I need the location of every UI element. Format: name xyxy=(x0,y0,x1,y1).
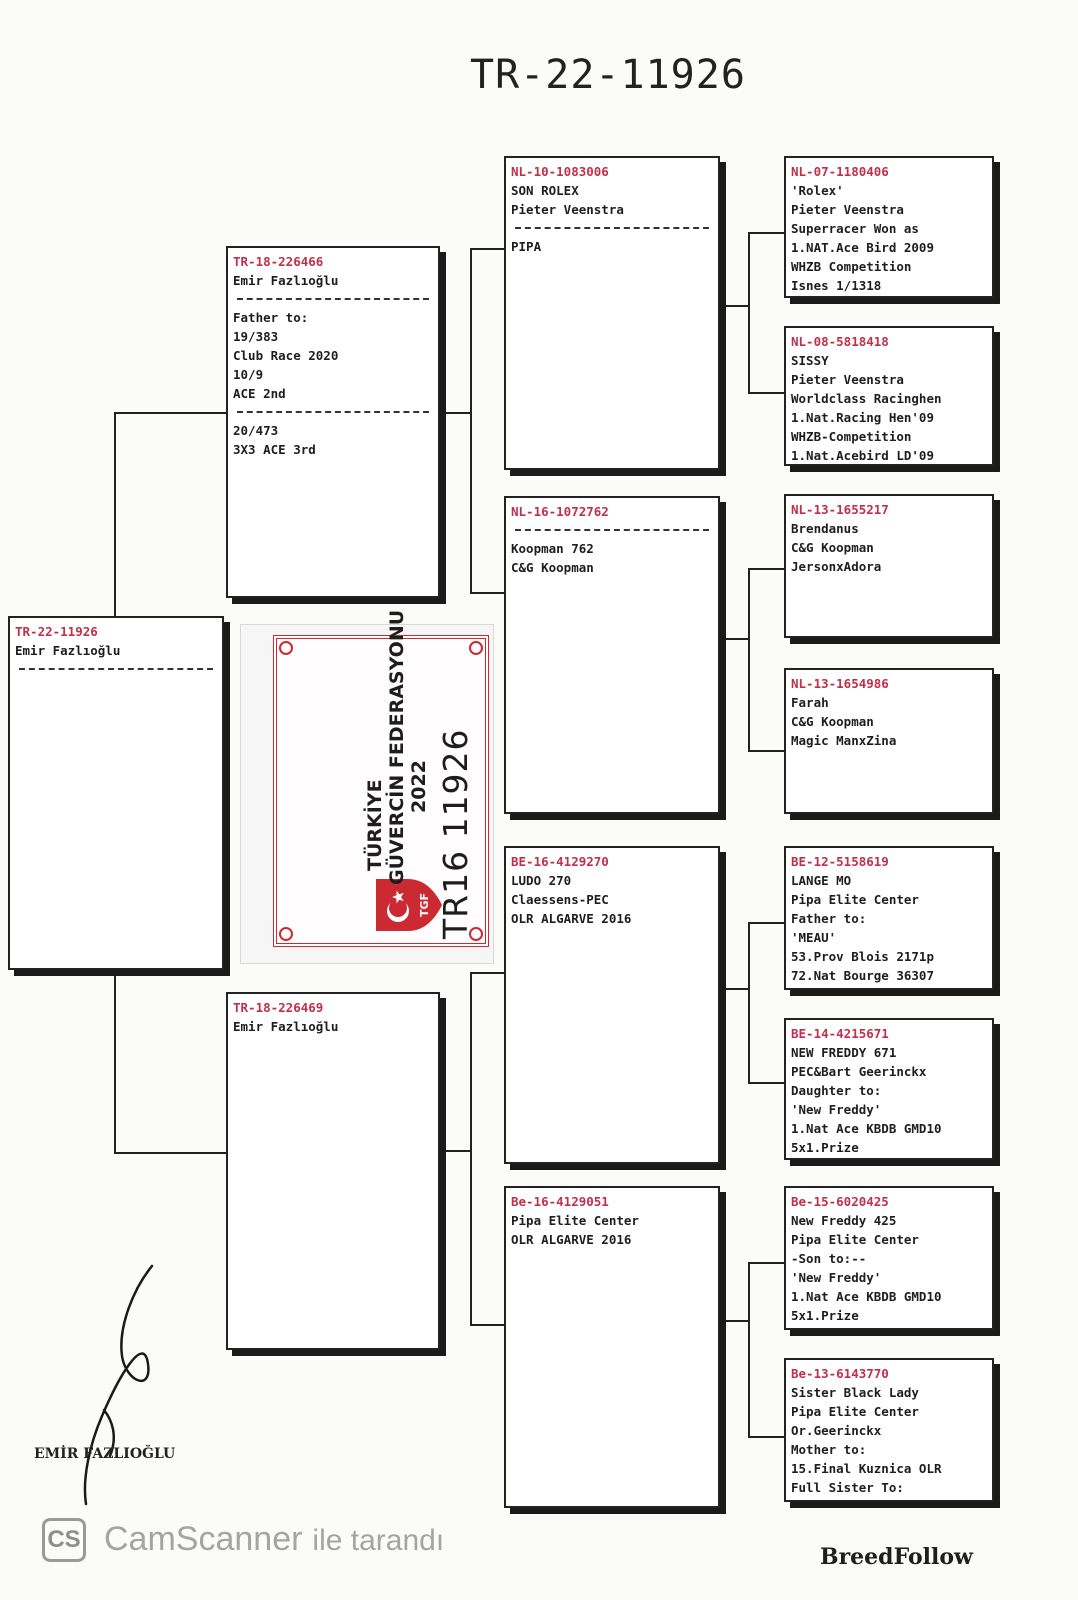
pedigree-box-ggp-3 xyxy=(784,494,994,638)
ring-number: NL-10-1083006 xyxy=(511,164,609,179)
federation-name-line2: GÜVERCİN FEDERASYONU xyxy=(386,609,408,885)
camscanner-suffix: ile tarandı xyxy=(312,1524,445,1557)
connector-g2-fork xyxy=(748,568,786,752)
info-line: 'MEAU' xyxy=(791,930,837,945)
federation-name-line1: TÜRKİYE xyxy=(364,779,386,871)
info-line: Or.Geerinckx xyxy=(791,1423,882,1438)
pedigree-box-ggp-4 xyxy=(784,668,994,814)
ring-number: Be-13-6143770 xyxy=(791,1366,889,1381)
signature-name: EMİR FAZLIOĞLU xyxy=(34,1446,176,1462)
info-line: PIPA xyxy=(511,239,542,254)
ring-number: NL-07-1180406 xyxy=(791,164,889,179)
pedigree-box-ggp-1 xyxy=(784,156,994,298)
info-line: Brendanus xyxy=(791,521,859,536)
pedigree-box-ggp-5 xyxy=(784,846,994,990)
connector-g4-fork xyxy=(748,1262,786,1438)
dashed-separator xyxy=(19,668,213,670)
pedigree-box-grandsire-2 xyxy=(504,846,720,1164)
card-content xyxy=(276,609,486,945)
info-line: 1.Nat.Racing Hen'09 xyxy=(791,410,934,425)
info-line: 72.Nat Bourge 36307 xyxy=(791,968,934,983)
info-line: Magic ManxZina xyxy=(791,733,897,748)
info-line: 10/9 xyxy=(233,367,264,382)
ring-number: TR-18-226466 xyxy=(233,254,324,269)
info-line: 1.Nat Ace KBDB GMD10 xyxy=(791,1121,942,1136)
ring-card-number: TR16 11926 xyxy=(436,728,475,939)
info-line: 1.Nat.Acebird LD'09 xyxy=(791,448,934,463)
ring-number: Be-15-6020425 xyxy=(791,1194,889,1209)
info-line: Pieter Veenstra xyxy=(791,202,904,217)
pedigree-box-ggp-2 xyxy=(784,326,994,466)
pedigree-box-grandsire-1 xyxy=(504,156,720,470)
info-line: Full Sister To: xyxy=(791,1480,904,1495)
info-line: Farah xyxy=(791,695,829,710)
federation-year: 2022 xyxy=(408,760,430,813)
ring-number: BE-12-5158619 xyxy=(791,854,889,869)
pedigree-box-sire xyxy=(226,246,440,598)
info-line: PEC&Bart Geerinckx xyxy=(791,1064,927,1079)
info-line: 1.NAT.Ace Bird 2009 xyxy=(791,240,934,255)
federation-ring-card xyxy=(240,609,494,964)
info-line: C&G Koopman xyxy=(511,560,594,575)
ring-number: TR-18-226469 xyxy=(233,1000,324,1015)
tgf-badge: TGF xyxy=(418,892,431,918)
pedigree-box-ggp-7 xyxy=(784,1186,994,1330)
dashed-separator xyxy=(515,529,709,531)
info-line: NEW FREDDY 671 xyxy=(791,1045,897,1060)
info-line: OLR ALGARVE 2016 xyxy=(511,911,632,926)
info-line: Pipa Elite Center xyxy=(511,1213,639,1228)
ring-number: Be-16-4129051 xyxy=(511,1194,609,1209)
connector-dam-fork xyxy=(470,972,506,1326)
info-line: SISSY xyxy=(791,353,829,368)
ring-number: NL-13-1654986 xyxy=(791,676,889,691)
info-line: 15.Final Kuznica OLR xyxy=(791,1461,942,1476)
connector-dam xyxy=(440,1150,472,1154)
card-frame xyxy=(273,609,489,947)
info-line: 19/383 xyxy=(233,329,279,344)
info-line: 5x1.Prize xyxy=(791,1308,859,1323)
info-line: Pieter Veenstra xyxy=(791,372,904,387)
pedigree-box-granddam-2 xyxy=(504,1186,720,1508)
info-line: LUDO 270 xyxy=(511,873,572,888)
dashed-separator xyxy=(237,411,429,413)
footer-brand: BreedFollow xyxy=(820,1544,973,1570)
info-line: New Freddy 425 xyxy=(791,1213,897,1228)
info-line: ACE 2nd xyxy=(233,386,286,401)
info-line: Pipa Elite Center xyxy=(791,892,919,907)
info-line: 1.Nat Ace KBDB GMD10 xyxy=(791,1289,942,1304)
ring-number: BE-16-4129270 xyxy=(511,854,609,869)
info-line: 3X3 ACE 3rd xyxy=(233,442,316,457)
info-line: Emir Fazlıoğlu xyxy=(233,1019,339,1034)
connector-sire xyxy=(440,412,472,416)
pedigree-title: TR-22-11926 xyxy=(470,52,746,98)
dashed-separator xyxy=(515,227,709,229)
info-line: Mother to: xyxy=(791,1442,867,1457)
info-line: 5x1.Prize xyxy=(791,1140,859,1155)
info-line: 53.Prov Blois 2171p xyxy=(791,949,934,964)
info-line: Emir Fazlıoğlu xyxy=(233,273,339,288)
info-line: -Son to:-- xyxy=(791,1251,867,1266)
info-line: Sister Black Lady xyxy=(791,1385,919,1400)
info-line: Club Race 2020 xyxy=(233,348,339,363)
pedigree-box-dam xyxy=(226,992,440,1350)
info-line: Father to: xyxy=(791,911,867,926)
dashed-separator xyxy=(237,298,429,300)
connector-g3 xyxy=(720,988,750,992)
info-line: Pipa Elite Center xyxy=(791,1232,919,1247)
info-line: JersonxAdora xyxy=(791,559,882,574)
info-line: WHZB-Competition xyxy=(791,429,912,444)
handwritten-signature-icon xyxy=(60,1260,170,1510)
info-line: Pieter Veenstra xyxy=(511,202,624,217)
pedigree-box-subject xyxy=(8,616,224,970)
info-line: C&G Koopman xyxy=(791,714,874,729)
info-line: Worldclass Racinghen xyxy=(791,391,942,406)
connector-g2 xyxy=(720,638,750,642)
ring-number: TR-22-11926 xyxy=(15,624,98,639)
pedigree-box-ggp-6 xyxy=(784,1018,994,1160)
ring-number: BE-14-4215671 xyxy=(791,1026,889,1041)
pedigree-box-ggp-8 xyxy=(784,1358,994,1502)
ring-number: NL-08-5818418 xyxy=(791,334,889,349)
ring-number: NL-13-1655217 xyxy=(791,502,889,517)
info-line: LANGE MO xyxy=(791,873,852,888)
camscanner-brand: CamScanner xyxy=(104,1520,303,1558)
owner-line: Emir Fazlıoğlu xyxy=(15,643,121,658)
info-line: 'Rolex' xyxy=(791,183,844,198)
info-line: Father to: xyxy=(233,310,309,325)
connector-g3-fork xyxy=(748,922,786,1084)
pedigree-box-granddam-1 xyxy=(504,496,720,814)
info-line: Koopman 762 xyxy=(511,541,594,556)
camscanner-logo-icon: CS xyxy=(42,1518,86,1562)
info-line: WHZB Competition xyxy=(791,259,912,274)
info-line: Claessens-PEC xyxy=(511,892,609,907)
info-line: SON ROLEX xyxy=(511,183,579,198)
info-line: Isnes 1/1318 xyxy=(791,278,882,293)
info-line: C&G Koopman xyxy=(791,540,874,555)
camscanner-watermark xyxy=(104,1520,444,1559)
info-line: 20/473 xyxy=(233,423,279,438)
info-line: Daughter to: xyxy=(791,1083,882,1098)
connector-g1-fork xyxy=(748,232,786,394)
info-line: 'New Freddy' xyxy=(791,1102,882,1117)
info-line: Pipa Elite Center xyxy=(791,1404,919,1419)
ring-number: NL-16-1072762 xyxy=(511,504,609,519)
crescent-star-shield-icon xyxy=(372,875,444,935)
info-line: Superracer Won as xyxy=(791,221,919,236)
info-line: 'New Freddy' xyxy=(791,1270,882,1285)
connector-sire-fork xyxy=(470,248,506,594)
info-line: OLR ALGARVE 2016 xyxy=(511,1232,632,1247)
connector-g1 xyxy=(720,305,750,309)
connector-g4 xyxy=(720,1320,750,1324)
